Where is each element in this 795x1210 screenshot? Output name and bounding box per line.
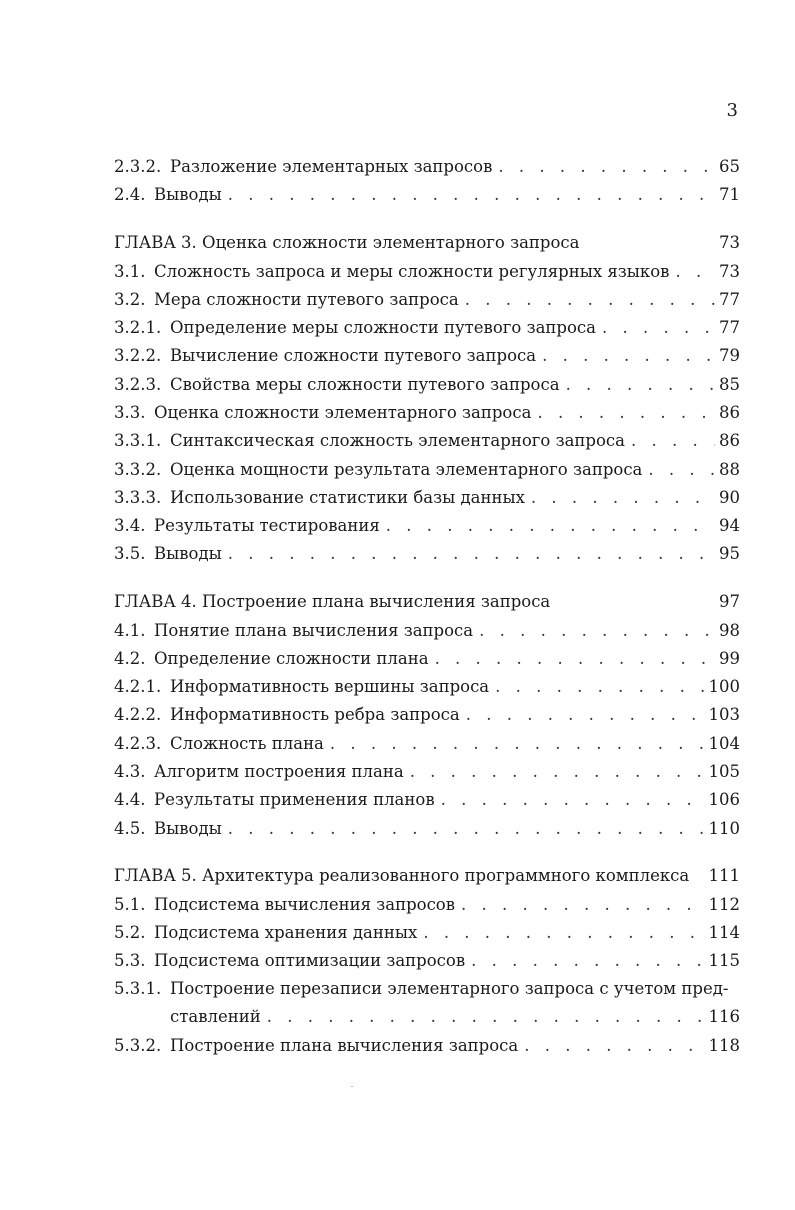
toc-entry-title: Определение сложности плана — [154, 649, 429, 668]
toc-entry-number: 4.1. — [114, 621, 146, 640]
toc-dot-leader — [466, 701, 705, 729]
toc-entry-page: 112 — [708, 895, 740, 914]
toc-entry-title: Подсистема вычисления запросов — [154, 895, 456, 914]
toc-dot-leader — [267, 1003, 705, 1031]
toc-entry-page: 88 — [719, 460, 740, 479]
toc-entry-number: 2.3.2. — [114, 157, 162, 176]
toc-entry-title: Понятие плана вычисления запроса — [154, 621, 474, 640]
toc-entry-title: Информативность вершины запроса — [170, 677, 490, 696]
toc-entry-page: 111 — [708, 866, 740, 885]
toc-entry-page: 106 — [708, 790, 740, 809]
toc-dot-leader — [441, 786, 705, 814]
toc-entry — [114, 153, 740, 181]
toc-entry-page: 99 — [719, 649, 740, 668]
toc-entry-page: 115 — [708, 951, 740, 970]
toc-dot-leader — [495, 673, 704, 701]
toc-entry-page: 98 — [719, 621, 740, 640]
toc-dot-leader — [479, 617, 715, 645]
toc-dot-leader — [537, 399, 715, 427]
toc-dot-leader — [465, 286, 715, 314]
toc-entry-number: 3.2.1. — [114, 318, 162, 337]
toc-entry — [114, 181, 740, 209]
toc-entry-page: 94 — [719, 516, 740, 535]
toc-dot-leader — [524, 1032, 704, 1060]
toc-entry-page: 104 — [708, 734, 740, 753]
toc-chapter-heading — [114, 588, 740, 616]
toc-dot-leader — [602, 314, 715, 342]
toc-entry-title: Построение перезаписи элементарного запроса с учетом пред- — [170, 979, 729, 998]
toc-entry-number: 3.4. — [114, 516, 146, 535]
toc-entry-page: 73 — [719, 262, 740, 281]
toc-entry-title: Вычисление сложности путевого запроса — [170, 346, 537, 365]
toc-entry-page: 90 — [719, 488, 740, 507]
toc-entry — [114, 701, 740, 729]
toc-entry — [114, 314, 740, 342]
toc-entry-page: 79 — [719, 346, 740, 365]
toc-entry-page: 71 — [719, 185, 740, 204]
toc-dot-leader — [228, 540, 715, 568]
toc-dot-leader — [410, 758, 705, 786]
toc-dot-leader — [423, 919, 704, 947]
toc-entry-title: Синтаксическая сложность элементарного запроса — [170, 431, 625, 450]
toc-entry-title: Выводы — [154, 544, 222, 563]
toc-entry — [114, 673, 740, 701]
toc-chapter-title: ГЛАВА 3. Оценка сложности элементарного запроса — [114, 233, 580, 252]
toc-entry-number: 3.2.3. — [114, 375, 162, 394]
toc-entry-title: Результаты тестирования — [154, 516, 380, 535]
toc-entry — [114, 540, 740, 568]
toc-entry — [114, 786, 740, 814]
toc-entry-number: 4.2.3. — [114, 734, 162, 753]
toc-dot-leader — [386, 512, 715, 540]
toc-entry-number: 3.3. — [114, 403, 146, 422]
toc-chapter-heading — [114, 229, 740, 257]
toc-entry-page: 105 — [708, 762, 740, 781]
toc-dot-leader — [531, 484, 715, 512]
toc-entry-page: 73 — [719, 233, 740, 252]
toc-dot-leader — [648, 456, 715, 484]
toc-entry — [114, 947, 740, 975]
toc-entry-number: 3.2.2. — [114, 346, 162, 365]
toc-entry-number: 4.2. — [114, 649, 146, 668]
toc-entry — [114, 512, 740, 540]
toc-entry-page: 114 — [708, 923, 740, 942]
toc-entry-number: 2.4. — [114, 185, 146, 204]
toc-dot-leader — [566, 371, 715, 399]
toc-entry-title: Выводы — [154, 185, 222, 204]
toc-entry-number: 3.5. — [114, 544, 146, 563]
toc-entry-title: Подсистема оптимизации запросов — [154, 951, 466, 970]
toc-entry-number: 3.3.2. — [114, 460, 162, 479]
toc-entry — [114, 286, 740, 314]
toc-entry-number: 3.3.3. — [114, 488, 162, 507]
toc-entry-page: 85 — [719, 375, 740, 394]
toc-entry — [114, 399, 740, 427]
toc-entry-page: 77 — [719, 290, 740, 309]
toc-entry-title: Результаты применения планов — [154, 790, 435, 809]
toc-entry — [114, 730, 740, 758]
toc-dot-leader — [542, 342, 715, 370]
toc-entry-title: Мера сложности путевого запроса — [154, 290, 459, 309]
toc-dot-leader — [330, 730, 705, 758]
toc-chapter-heading — [114, 862, 740, 890]
toc-entry — [114, 891, 740, 919]
toc-entry-continuation — [170, 1003, 740, 1031]
toc-dot-leader — [675, 258, 715, 286]
page-number: 3 — [726, 100, 738, 121]
toc-entry-number: 5.3.2. — [114, 1036, 162, 1055]
toc-entry — [114, 484, 740, 512]
toc-dot-leader — [498, 153, 715, 181]
toc-entry-title: Оценка сложности элементарного запроса — [154, 403, 532, 422]
toc-entry — [114, 919, 740, 947]
toc-dot-leader — [631, 427, 715, 455]
toc-dot-leader — [228, 181, 715, 209]
toc-entry-number: 4.5. — [114, 819, 146, 838]
toc-entry-number: 4.2.2. — [114, 705, 162, 724]
toc-entry-page: 110 — [708, 819, 740, 838]
toc-entry-title: Информативность ребра запроса — [170, 705, 460, 724]
toc-entry-title: Использование статистики базы данных — [170, 488, 525, 507]
toc-entry-number: 5.3.1. — [114, 979, 162, 998]
toc-entry-page: 118 — [708, 1036, 740, 1055]
toc-entry-page: 100 — [708, 677, 740, 696]
toc-entry-page: 77 — [719, 318, 740, 337]
toc-entry — [114, 456, 740, 484]
toc-entry-title: Сложность плана — [170, 734, 324, 753]
toc-entry-title: Подсистема хранения данных — [154, 923, 418, 942]
toc-entry-title: Алгоритм построения плана — [154, 762, 404, 781]
toc-entry-number: 5.2. — [114, 923, 146, 942]
scan-speck — [351, 1086, 353, 1087]
toc-chapter-title: ГЛАВА 4. Построение плана вычисления запроса — [114, 592, 551, 611]
toc-entry-title: Выводы — [154, 819, 222, 838]
toc-entry — [114, 975, 740, 1003]
toc-dot-leader — [228, 815, 705, 843]
toc-entry-number: 5.3. — [114, 951, 146, 970]
toc-dot-leader — [435, 645, 715, 673]
toc-entry-number: 3.1. — [114, 262, 146, 281]
toc-entry-page: 65 — [719, 157, 740, 176]
toc-entry — [114, 645, 740, 673]
toc-entry-number: 4.4. — [114, 790, 146, 809]
toc-dot-leader — [471, 947, 704, 975]
toc-entry-number: 5.1. — [114, 895, 146, 914]
toc-entry-page: 116 — [708, 1007, 740, 1026]
toc-entry-title: Сложность запроса и меры сложности регулярных языков — [154, 262, 670, 281]
toc-entry-number: 4.2.1. — [114, 677, 162, 696]
toc-entry-title-continuation: ставлений — [170, 1007, 261, 1026]
toc-chapter-title: ГЛАВА 5. Архитектура реализованного программного комплекса — [114, 866, 690, 885]
toc-entry — [114, 1032, 740, 1060]
toc-entry — [114, 342, 740, 370]
toc-entry-page: 86 — [719, 403, 740, 422]
toc-entry — [114, 815, 740, 843]
toc-entry-title: Определение меры сложности путевого запроса — [170, 318, 596, 337]
toc-entry-page: 97 — [719, 592, 740, 611]
toc-entry-title: Разложение элементарных запросов — [170, 157, 493, 176]
toc-entry-title: Свойства меры сложности путевого запроса — [170, 375, 560, 394]
toc-entry — [114, 758, 740, 786]
toc-entry-page: 95 — [719, 544, 740, 563]
toc-entry-number: 3.2. — [114, 290, 146, 309]
toc-entry — [114, 258, 740, 286]
toc-entry — [114, 371, 740, 399]
toc-entry-number: 4.3. — [114, 762, 146, 781]
toc-entry — [114, 617, 740, 645]
toc-entry-title: Оценка мощности результата элементарного запроса — [170, 460, 643, 479]
toc-entry-page: 103 — [708, 705, 740, 724]
toc-entry-page: 86 — [719, 431, 740, 450]
toc-entry-title: Построение плана вычисления запроса — [170, 1036, 519, 1055]
toc-entry — [114, 427, 740, 455]
toc-dot-leader — [461, 891, 704, 919]
toc-entry-number: 3.3.1. — [114, 431, 162, 450]
